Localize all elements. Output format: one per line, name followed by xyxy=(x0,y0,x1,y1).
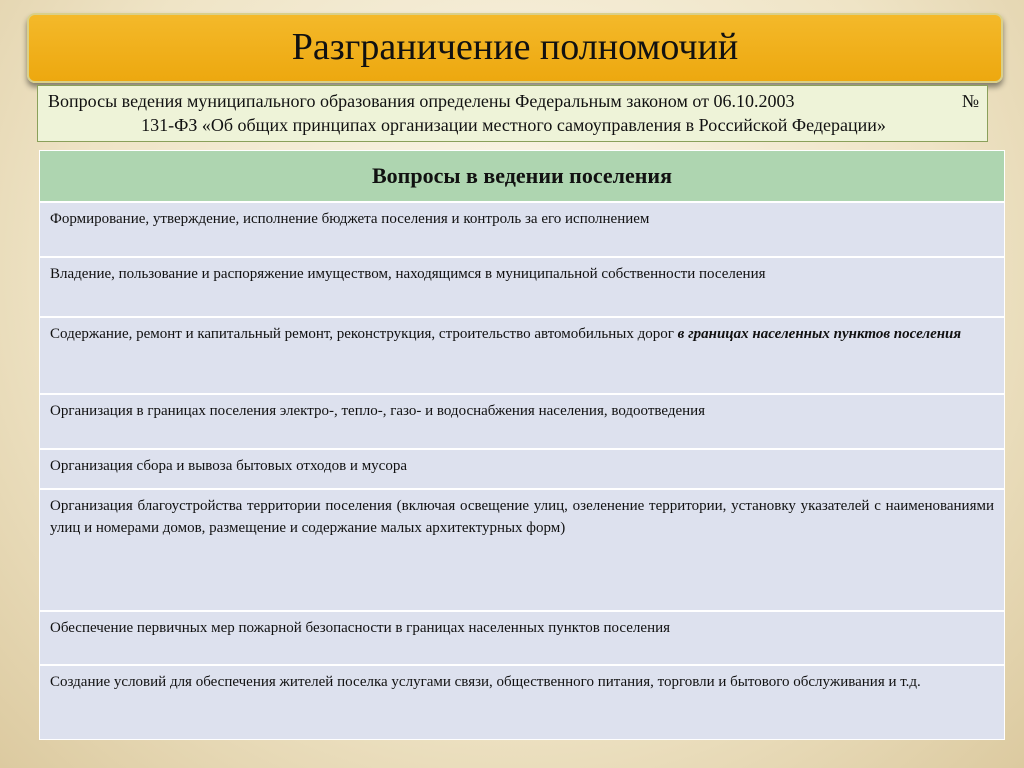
row-text: Содержание, ремонт и капитальный ремонт, реконструкция, строительство автомобильных дорог xyxy=(50,326,678,342)
table-row xyxy=(40,450,1004,490)
row-text: Организация в границах поселения электро-, тепло-, газо- и водоснабжения населения, водоотведения xyxy=(50,403,706,419)
law-number-sign: № xyxy=(961,91,979,111)
table-row xyxy=(40,490,1004,612)
row-text: Формирование, утверждение, исполнение бюджета поселения и контроль за его исполнением xyxy=(50,211,650,227)
title-bar xyxy=(27,13,1003,83)
row-text: Владение, пользование и распоряжение имуществом, находящимся в муниципальной собственности поселения xyxy=(50,266,766,282)
law-reference-box xyxy=(37,85,988,142)
row-text: Обеспечение первичных мер пожарной безопасности в границах населенных пунктов поселения xyxy=(50,620,671,636)
row-text: Создание условий для обеспечения жителей поселка услугами связи, общественного питания, торговли и бытового обслуживания и т.д. xyxy=(50,674,921,690)
table-row xyxy=(40,258,1004,318)
table-header: Вопросы в ведении поселения xyxy=(40,151,1004,203)
table-row xyxy=(40,666,1004,739)
law-line-1 xyxy=(48,89,979,113)
law-line-1-text: Вопросы ведения муниципального образования определены Федеральным законом от 06.10.2003 xyxy=(48,91,795,111)
row-emphasis-text: в границах населенных пунктов поселения xyxy=(677,326,962,342)
table-row xyxy=(40,395,1004,450)
row-text: Организация сбора и вывоза бытовых отходов и мусора xyxy=(50,458,407,474)
law-line-2: 131-ФЗ «Об общих принципах организации местного самоуправления в Российской Федерации» xyxy=(141,115,886,135)
row-text: Организация благоустройства территории поселения (включая освещение улиц, озеленение территории, установку указателей с наименованиями улиц и номерами домов, размещение и содержание малых архитектурных форм) xyxy=(50,498,994,536)
table-row xyxy=(40,612,1004,666)
table-row xyxy=(40,318,1004,395)
slide-title: Разграничение полномочий xyxy=(291,26,739,68)
powers-table xyxy=(39,150,1005,740)
table-row xyxy=(40,203,1004,258)
